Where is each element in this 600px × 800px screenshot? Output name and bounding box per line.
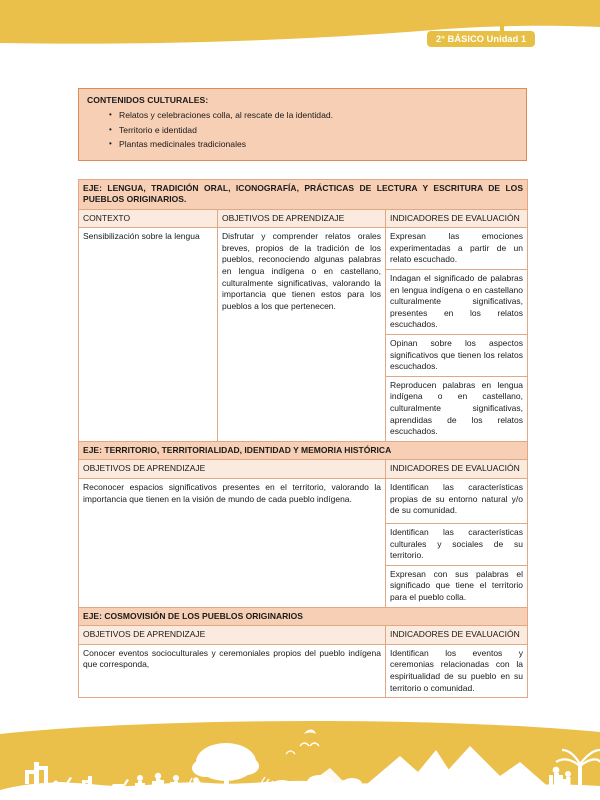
cell-indicador-1-1: Expresan las emociones experimentadas a partir de un relato escuchado. (386, 228, 528, 270)
cultural-contents-title: CONTENIDOS CULTURALES: (87, 95, 209, 105)
column-header-objetivos: OBJETIVOS DE APRENDIZAJE (218, 209, 386, 228)
cell-indicador-1-4: Reproducen palabras en lengua indígena o en castellano, culturalmente significativas, aprendidas de los relatos escuchados. (386, 376, 528, 441)
list-item-label: Plantas medicinales tradicionales (119, 139, 247, 149)
curriculum-table-wrapper (78, 179, 527, 699)
table-row (79, 228, 528, 270)
cell-contexto-1: Sensibilización sobre la lengua (79, 228, 218, 442)
table-row (79, 478, 528, 523)
column-header-objetivos-2: OBJETIVOS DE APRENDIZAJE (79, 460, 386, 479)
eje-header-cosmovision: EJE: COSMOVISIÓN DE LOS PUEBLOS ORIGINARIOS (79, 607, 528, 626)
eje-header-lengua: EJE: LENGUA, TRADICIÓN ORAL, ICONOGRAFÍA, PRÁCTICAS DE LECTURA Y ESCRITURA DE LOS PUEBLOS ORIGINARIOS. (79, 179, 528, 209)
footer-band (0, 720, 600, 800)
cell-objetivo-2: Reconocer espacios significativos presentes en el territorio, valorando la importancia que tienen en la visión de mundo de cada pueblo indígena. (79, 478, 386, 607)
cell-indicador-3-1: Identifican los eventos y ceremonias relacionadas con la espiritualidad de su pueblo en su territorio o comunidad. (386, 644, 528, 697)
cell-indicador-1-2: Indagan el significado de palabras en lengua indígena o en castellano culturalmente significativas, presentes en los relatos escuchados. (386, 270, 528, 335)
cell-indicador-2-2: Identifican las características culturales y sociales de su territorio. (386, 523, 528, 565)
cultural-contents-box (78, 88, 527, 161)
cell-objetivo-3: Conocer eventos socioculturales y ceremoniales propios del pueblo indígena que corresponda, (79, 644, 386, 697)
cell-indicador-1-3: Opinan sobre los aspectos significativos que tienen los relatos escuchados. (386, 335, 528, 377)
table-row (79, 626, 528, 645)
column-header-indicadores-3: INDICADORES DE EVALUACIÓN (386, 626, 528, 645)
list-item-label: Relatos y celebraciones colla, al rescate de la identidad. (119, 110, 334, 120)
unit-badge: 2° BÁSICO Unidad 1 (427, 31, 535, 47)
list-item (87, 109, 518, 121)
table-row (79, 441, 528, 460)
list-item (87, 138, 518, 150)
eje-header-territorio: EJE: TERRITORIO, TERRITORIALIDAD, IDENTIDAD Y MEMORIA HISTÓRICA (79, 441, 528, 460)
table-row (79, 607, 528, 626)
table-row (79, 209, 528, 228)
list-item (87, 124, 518, 136)
table-row (79, 644, 528, 697)
cell-indicador-2-1: Identifican las características propias de su entorno natural y/o de su comunidad. (386, 478, 528, 523)
footer-landscape-illustration (0, 720, 600, 800)
bullet-icon: • (109, 110, 112, 119)
list-item-label: Territorio e identidad (119, 124, 197, 135)
document-content (78, 88, 527, 698)
bullet-icon: • (109, 124, 112, 134)
cell-objetivo-1: Disfrutar y comprender relatos orales breves, propios de la tradición de los pueblos, reconociendo algunas palabras en lengua indígena o en castellano, culturalmente significativas, valorando la importancia que tienen estos para los pueblos a los que pertenecen. (218, 228, 386, 442)
table-row (79, 179, 528, 209)
table-row (79, 460, 528, 479)
bullet-icon: • (109, 139, 112, 148)
column-header-indicadores-2: INDICADORES DE EVALUACIÓN (386, 460, 528, 479)
column-header-contexto: CONTEXTO (79, 209, 218, 228)
column-header-indicadores: INDICADORES DE EVALUACIÓN (386, 209, 528, 228)
curriculum-table (78, 179, 528, 699)
column-header-objetivos-3: OBJETIVOS DE APRENDIZAJE (79, 626, 386, 645)
cell-indicador-2-3: Expresan con sus palabras el significado que tiene el territorio para el pueblo colla. (386, 565, 528, 607)
